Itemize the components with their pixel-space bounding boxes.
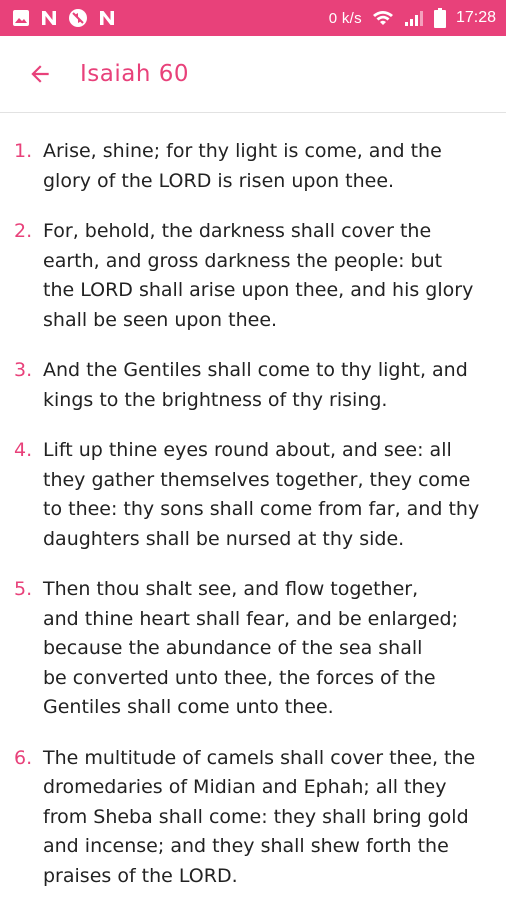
system-status <box>329 8 496 28</box>
verse-list <box>0 113 506 891</box>
verse-item[interactable] <box>14 217 492 335</box>
network-speed: 0 k/s <box>328 9 362 27</box>
verse-item[interactable] <box>14 436 492 554</box>
verse-number: 6. <box>14 746 33 769</box>
verse-item[interactable] <box>14 575 492 723</box>
arrow-left-icon <box>27 61 53 87</box>
verse-number: 2. <box>14 220 33 242</box>
no-sync-icon <box>68 8 88 28</box>
verse-item[interactable] <box>14 356 492 415</box>
clock: 17:28 <box>455 9 496 26</box>
n-icon <box>98 9 116 27</box>
n-icon <box>40 9 58 27</box>
status-bar <box>0 0 506 36</box>
verse-text: Then thou shalt see, and flow together, and thine heart shall fear, and be enlarged; because the abundance of the sea shall be converted unto thee, the forces of the Gentiles shall come unto thee. <box>43 578 459 718</box>
verse-number: 5. <box>14 578 33 600</box>
signal-icon <box>404 9 424 27</box>
notification-icons <box>12 8 116 28</box>
app-bar <box>0 36 506 113</box>
verse-number: 1. <box>14 140 33 162</box>
verse-number: 3. <box>14 359 33 381</box>
verse-item[interactable] <box>14 744 492 892</box>
verse-item[interactable] <box>14 137 492 196</box>
verse-text: The multitude of camels shall cover thee, the dromedaries of Midian and Ephah; all they from Sheba shall come: they shall bring gold and incense; and they shall shew forth the praises of the LORD. <box>43 746 476 887</box>
wifi-icon <box>372 9 394 27</box>
back-button[interactable] <box>0 36 80 113</box>
image-icon <box>12 9 30 27</box>
verse-text: Lift up thine eyes round about, and see: all they gather themselves together, they come to thee: thy sons shall come from far, and thy daughters shall be nursed at thy side. <box>43 439 480 550</box>
verse-text: And the Gentiles shall come to thy light, and kings to the brightness of thy rising. <box>43 359 468 411</box>
verse-text: For, behold, the darkness shall cover the earth, and gross darkness the people: but the LORD shall arise upon thee, and his glory shall be seen upon thee. <box>43 220 474 331</box>
verse-number: 4. <box>14 439 33 461</box>
verse-text: Arise, shine; for thy light is come, and the glory of the LORD is risen upon thee. <box>43 140 442 192</box>
battery-icon <box>434 8 446 28</box>
page-title: Isaiah 60 <box>80 61 189 87</box>
